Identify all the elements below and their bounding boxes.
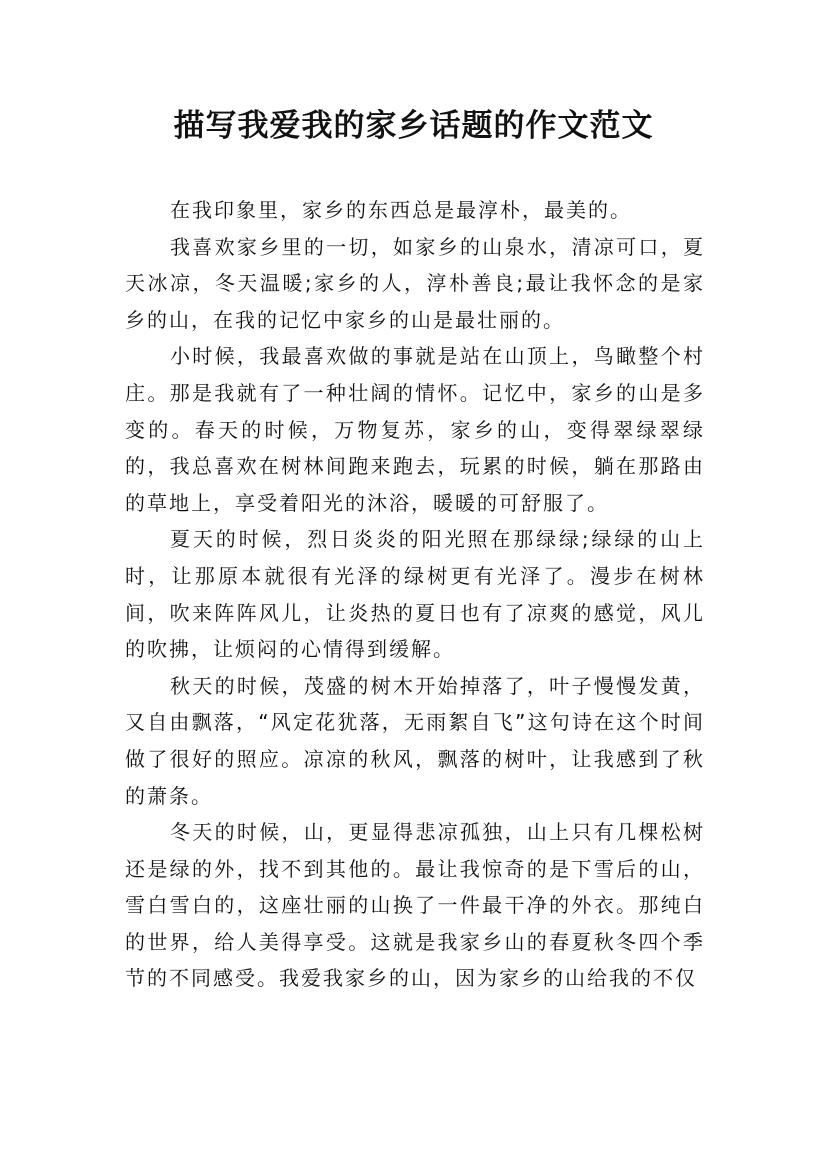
paragraph: 小时候，我最喜欢做的事就是站在山顶上，鸟瞰整个村庄。那是我就有了一种壮阔的情怀。记忆中，家乡的山是多变的。春天的时候，万物复苏，家乡的山，变得翠绿翠绿的，我总喜欢在树林间跑来跑去，玩累的时候，躺在那路由的草地上，享受着阳光的沐浴，暖暖的可舒服了。 (125, 344, 705, 515)
document-title: 描写我爱我的家乡话题的作文范文 (173, 108, 654, 144)
paragraph: 冬天的时候，山，更显得悲凉孤独，山上只有几棵松树还是绿的外，找不到其他的。最让我惊奇的是下雪后的山，雪白雪白的，这座壮丽的山换了一件最干净的外衣。那纯白的世界，给人美得享受。这就是我家乡山的春夏秋冬四个季节的不同感受。我爱我家乡的山，因为家乡的山给我的不仅 (125, 820, 705, 991)
paragraph: 在我印象里，家乡的东西总是最淳朴，最美的。 (170, 198, 632, 222)
paragraph: 秋天的时候，茂盛的树木开始掉落了，叶子慢慢发黄，又自由飘落，“风定花犹落，无雨絮自飞”这句诗在这个时间做了很好的照应。凉凉的秋风，飘落的树叶，让我感到了秋的萧条。 (125, 673, 705, 808)
paragraph: 我喜欢家乡里的一切，如家乡的山泉水，清凉可口，夏天冰凉，冬天温暖;家乡的人，淳朴善良;最让我怀念的是家乡的山，在我的记忆中家乡的山是最壮丽的。 (125, 234, 705, 332)
document-body (125, 192, 705, 997)
paragraph: 夏天的时候，烈日炎炎的阳光照在那绿绿;绿绿的山上时，让那原本就很有光泽的绿树更有光泽了。漫步在树林间，吹来阵阵风儿，让炎热的夏日也有了凉爽的感觉，风儿的吹拂，让烦闷的心情得到缓解。 (125, 527, 705, 662)
